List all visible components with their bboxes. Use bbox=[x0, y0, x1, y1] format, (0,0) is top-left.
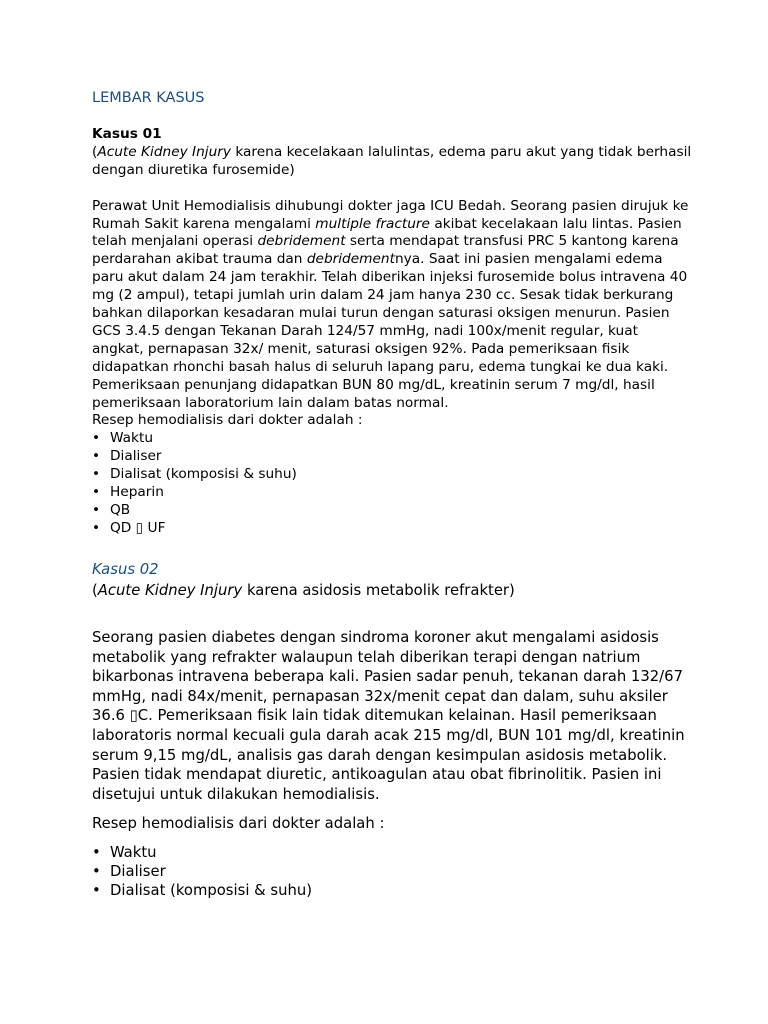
kasus-02-section bbox=[92, 560, 692, 901]
kasus-02-subtitle-rest: karena asidosis metabolik refrakter) bbox=[242, 582, 515, 600]
list-item: • Waktu bbox=[92, 430, 154, 447]
bullet-icon: • bbox=[92, 502, 101, 519]
kasus-01-subtitle-rest: karena kecelakaan lalulintas, edema paru akut yang tidak berhasil dengan diuretika furosemide) bbox=[92, 143, 692, 178]
bullet-icon: • bbox=[92, 466, 101, 483]
kasus-01-resep: Resep hemodialisis dari dokter adalah : bbox=[92, 412, 363, 429]
list-item: • Dialisat (komposisi & suhu) bbox=[92, 466, 297, 483]
kasus-02-resep: Resep hemodialisis dari dokter adalah : bbox=[92, 815, 385, 833]
bullet-icon: • bbox=[92, 430, 101, 447]
bullet-icon: • bbox=[92, 448, 101, 465]
bullet-icon: • bbox=[92, 881, 101, 899]
list-item: • Heparin bbox=[92, 484, 164, 501]
kasus-01-text-d: nya. Saat ini pasien mengalami edema paru akut dalam 24 jam terakhir. Telah diberikan injeksi furosemide bolus intravena 40 mg (2 ampul), tetapi jumlah urin dalam 24 jam hanya 230 cc. Sesak tidak berkurang bahkan dilaporkan kesadaran mulai turun dengan saturasi oksigen menurun. Pasien GCS 3.4.5 dengan Tekanan Darah 124/57 mmHg, nadi 100x/menit regular, kuat angkat, pernapasan 32x/ menit, saturasi oksigen 92%. Pada pemeriksaan fisik didapatkan rhonchi basah halus di seluruh lapang paru, edema tungkai ke dua kaki. Pemeriksaan penunjang didapatkan BUN 80 mg/dL, kreatinin serum 7 mg/dl, hasil pemeriksaan laboratorium lain dalam batas normal. bbox=[92, 251, 688, 411]
list-item: • QB bbox=[92, 502, 131, 519]
kasus-01-text-c: serta mendapat transfusi PRC 5 kantong karena perdarahan akibat trauma dan bbox=[92, 233, 679, 268]
kasus-02-heading: Kasus 02 bbox=[92, 560, 159, 578]
bullet-icon: • bbox=[92, 519, 101, 536]
kasus-01-subtitle-italic: Acute Kidney Injury bbox=[97, 143, 231, 160]
kasus-01-em-b: debridement bbox=[257, 233, 346, 250]
document-page bbox=[92, 90, 692, 900]
kasus-01-subtitle: (Acute Kidney Injury karena kecelakaan lalulintas, edema paru akut yang tidak berhasil dengan diuretika furosemide) bbox=[92, 143, 692, 178]
kasus-01-em-a: multiple fracture bbox=[315, 215, 430, 232]
bullet-icon: • bbox=[92, 484, 101, 501]
list-item: • Dialisat (komposisi & suhu) bbox=[92, 881, 313, 899]
kasus-01-paragraph bbox=[92, 198, 692, 413]
kasus-02-subtitle-italic: Acute Kidney Injury bbox=[97, 582, 243, 600]
kasus-02-subtitle: (Acute Kidney Injury karena asidosis metabolik refrakter) bbox=[92, 582, 515, 600]
kasus-01-list bbox=[92, 430, 692, 537]
kasus-01-section bbox=[92, 126, 692, 538]
kasus-01-em-c: debridement bbox=[306, 251, 395, 268]
list-item: • Dialiser bbox=[92, 862, 166, 880]
list-item: • Waktu bbox=[92, 843, 157, 861]
kasus-01-text-b: akibat kecelakaan lalu lintas. Pasien telah menjalani operasi bbox=[92, 215, 682, 250]
kasus-02-paragraph: Seorang pasien diabetes dengan sindroma koroner akut mengalami asidosis metabolik yang refrakter walaupun telah diberikan terapi dengan natrium bikarbonas intravena beberapa kali. Pasien sadar penuh, tekanan darah 132/67 mmHg, nadi 84x/menit, pernapasan 32x/menit cepat dan dalam, suhu aksiler 36.6 ▯C. Pemeriksaan fisik lain tidak ditemukan kelainan. Hasil pemeriksaan laboratoris normal kecuali gula darah acak 215 mg/dl, BUN 101 mg/dl, kreatinin serum 9,15 mg/dL, analisis gas darah dengan kesimpulan asidosis metabolik. Pasien tidak mendapat diuretic, antikoagulan atau obat fibrinolitik. Pasien ini disetujui untuk dilakukan hemodialisis. bbox=[92, 629, 685, 803]
list-item: • Dialiser bbox=[92, 448, 162, 465]
list-item: • QD ▯ UF bbox=[92, 519, 166, 536]
bullet-icon: • bbox=[92, 862, 101, 880]
page-title: LEMBAR KASUS bbox=[92, 90, 205, 106]
bullet-icon: • bbox=[92, 843, 101, 861]
kasus-01-heading: Kasus 01 bbox=[92, 126, 162, 142]
kasus-02-list bbox=[92, 844, 692, 900]
kasus-01-text-a: Perawat Unit Hemodialisis dihubungi dokter jaga ICU Bedah. Seorang pasien dirujuk ke Rumah Sakit karena mengalami bbox=[92, 197, 689, 232]
